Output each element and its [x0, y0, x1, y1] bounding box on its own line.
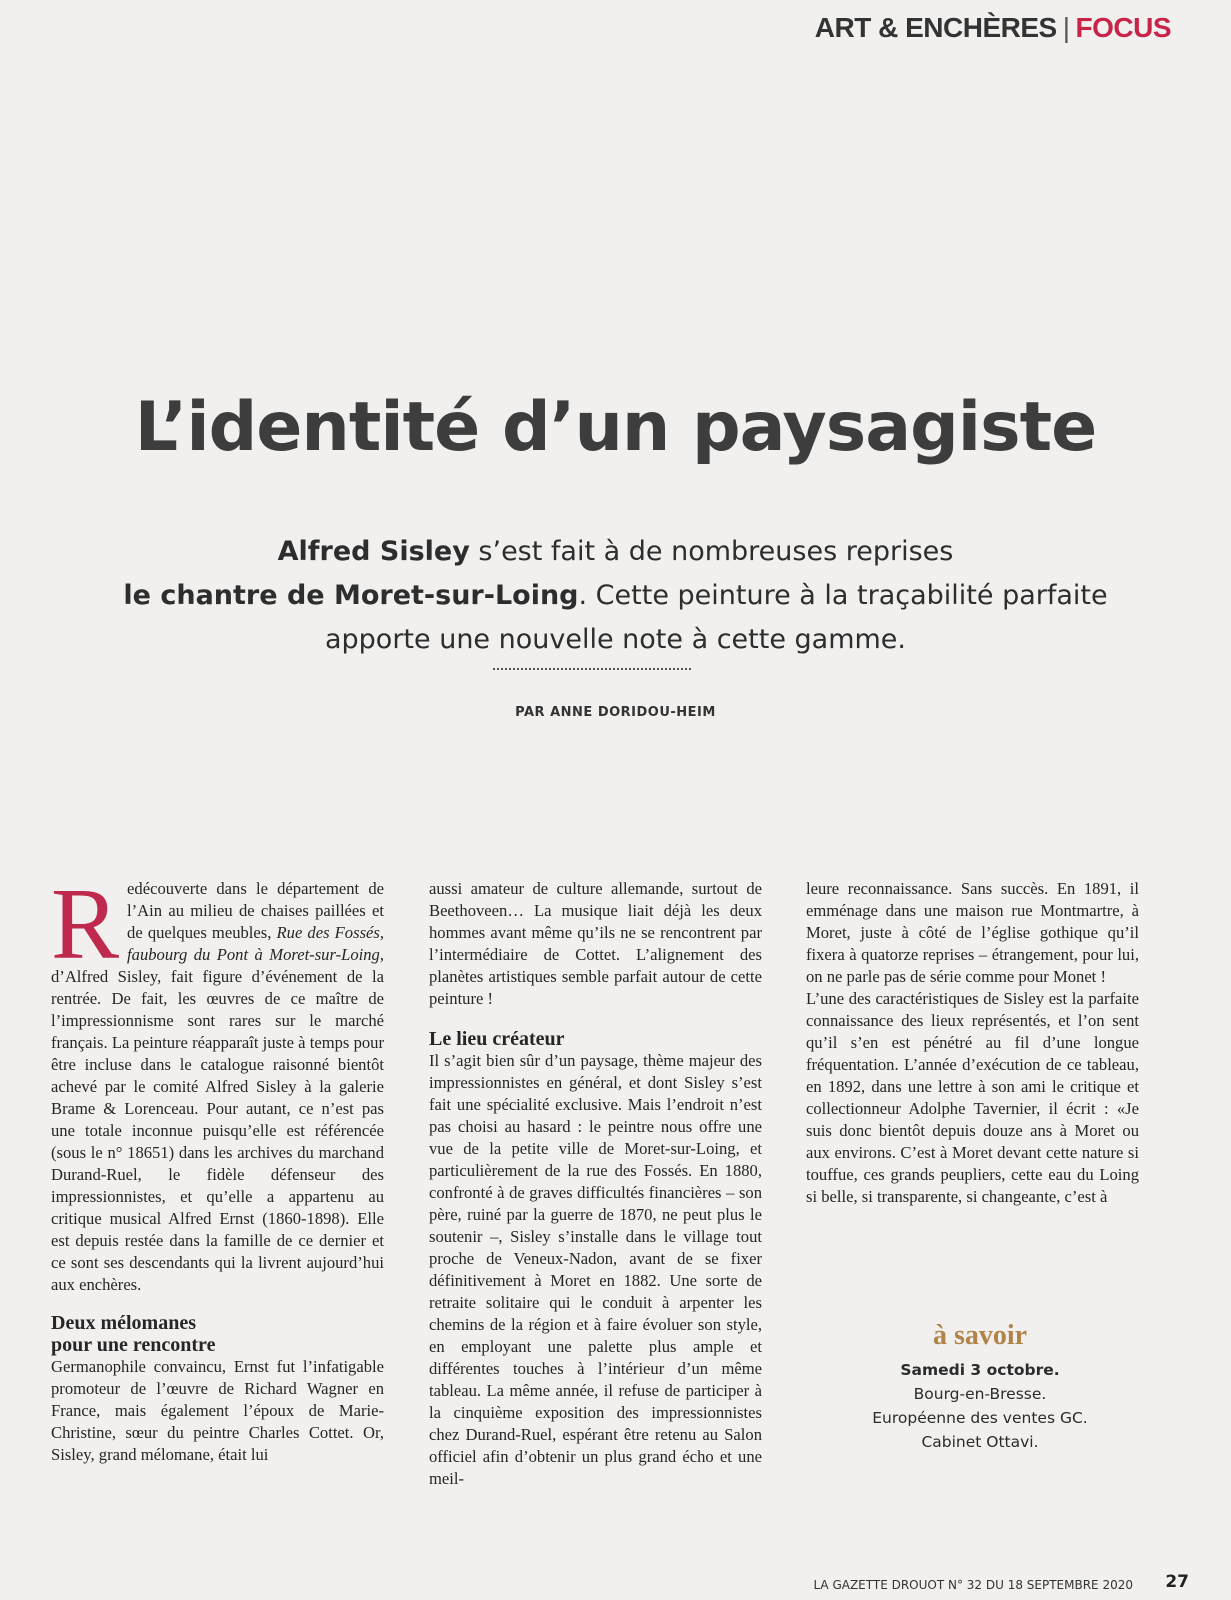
article-standfirst [60, 530, 1171, 662]
subheading-lieu-createur: Le lieu créateur [429, 1028, 565, 1050]
drop-cap: R [51, 868, 120, 981]
sale-date: Samedi 3 octobre. [900, 1361, 1060, 1379]
page-number: 27 [1165, 1572, 1189, 1592]
article-title: L’identité d’un paysagiste [134, 388, 1097, 467]
standfirst-text-2: . Cette peinture à la traçabilité parfaite [578, 580, 1108, 611]
subsection-name: FOCUS [1075, 12, 1171, 43]
article-column-2 [429, 878, 762, 1490]
paragraph-beethoven: aussi amateur de culture allemande, surtout de Beethoveen… La musique liait déjà les deux hommes avant même qu’ils ne se rencontrent par l’intermédiaire de Cottet. L’alignement des planètes artistiques semble parfait autour de cette peinture ! [429, 879, 762, 1008]
section-header [815, 12, 1171, 44]
footer-publication: LA GAZETTE DROUOT N° 32 DU 18 SEPTEMBRE 2020 [813, 1578, 1133, 1592]
expert-cabinet: Cabinet Ottavi. [921, 1433, 1039, 1451]
subheading-line-1: Deux mélomanes [51, 1312, 196, 1334]
standfirst-text-1: s’est fait à de nombreuses reprises [469, 536, 954, 567]
standfirst-text-3: apporte une nouvelle note à cette gamme. [324, 624, 906, 655]
article-column-1 [51, 868, 384, 1466]
paragraph-paysage: Il s’agit bien sûr d’un paysage, thème majeur des impressionnistes en général, et dont Sisley s’est fait une spécialité exclusive. Mais l’endroit n’est pas choisi au hasard : le peintre nous offre une vue de la petite ville de Moret-sur-Loing, et particulièrement de la rue des Fossés. En 1880, confronté à de graves difficultés financières – son père, ruiné par la guerre de 1870, ne peut plus le soutenir –, Sisley s’installe dans le village tout proche de Veneux-Nadon, avant de se fixer définitivement à Moret en 1882. Une sorte de retraite solitaire qui le conduit à arpenter les chemins de la région et à faire évoluer son style, en employant une palette plus ample et différentes touches à l’intérieur d’un même tableau. La même année, il refuse de participer à la cinquième exposition des impressionnistes chez Durand-Ruel, espérant être retenu au Salon officiel afin d’obtenir un plus grand écho et une meil- [429, 1051, 762, 1488]
standfirst-strong-1: Alfred Sisley [277, 536, 470, 567]
info-box-title: à savoir [932, 1320, 1028, 1351]
paragraph-reconnaissance: leure reconnaissance. Sans succès. En 1891, il emménage dans une maison rue Montmartre, à Moret, juste à côté de l’église gothique qu’il fixera à quatorze reprises – étrangement, pour lui, on ne parle pas de série comme pour Monet ! [806, 879, 1139, 986]
info-box [820, 1320, 1140, 1454]
paragraph-intro [51, 868, 384, 1296]
subheading-line-2: pour une rencontre [51, 1334, 216, 1356]
section-name: ART & ENCHÈRES [814, 12, 1057, 43]
paragraph-ernst: Germanophile convaincu, Ernst fut l’infatigable promoteur de l’œuvre de Richard Wagner en France, mais également l’époux de Marie-Christine, sœur du peintre Charles Cottet. Or, Sisley, grand mélomane, était lui [51, 1357, 384, 1464]
subheading-deux-melomanes [51, 1312, 384, 1356]
paragraph-caracteristiques: L’une des caractéristiques de Sisley est la parfaite connaissance des lieux représentés, et l’on sent qu’il s’en est pénétré au fil d’une longue fréquentation. L’année d’exécution de ce tableau, en 1892, dans une lettre à son ami le critique et collectionneur Adolphe Tavernier, il écrit : «Je suis donc bientôt depuis douze ans à Moret ou aux environs. C’est à Moret devant cette nature si touffue, ces grands peupliers, cette eau du Loing si belle, si transparente, si changeante, c’est à [806, 989, 1139, 1206]
byline: PAR ANNE DORIDOU-HEIM [515, 705, 716, 720]
dotted-divider [493, 668, 691, 670]
artwork-title: Rue des Fossés, faubourg du Pont à Moret-sur-Loing [127, 923, 384, 964]
article-column-3 [806, 878, 1139, 1208]
standfirst-strong-2: le chantre de Moret-sur-Loing [123, 580, 579, 611]
auction-house: Européenne des ventes GC. [872, 1409, 1088, 1427]
sale-place: Bourg-en-Bresse. [913, 1385, 1047, 1403]
section-separator: | [1062, 12, 1070, 43]
intro-text-b: , d’Alfred Sisley, fait figure d’événement de la rentrée. De fait, les œuvres de ce maître de l’impressionnisme sont rares sur le marché français. La peinture réapparaît juste à temps pour être incluse dans le catalogue raisonné bientôt achevé par le comité Alfred Sisley à la galerie Brame & Lorenceau. Pour autant, ce n’est pas une totale inconnue puisqu’elle est référencée (sous le n° 18651) dans les archives du marchand Durand-Ruel, le fidèle défenseur des impressionnistes, et qu’elle a appartenu au critique musical Alfred Ernst (1860-1898). Elle est depuis restée dans la famille de ce dernier et ce sont ses descendants qui la livrent aujourd’hui aux enchères. [51, 945, 384, 1294]
intro-text-a: edécouverte dans le département de l’Ain au milieu de chaises paillées et de quelques meubles, [127, 879, 384, 942]
